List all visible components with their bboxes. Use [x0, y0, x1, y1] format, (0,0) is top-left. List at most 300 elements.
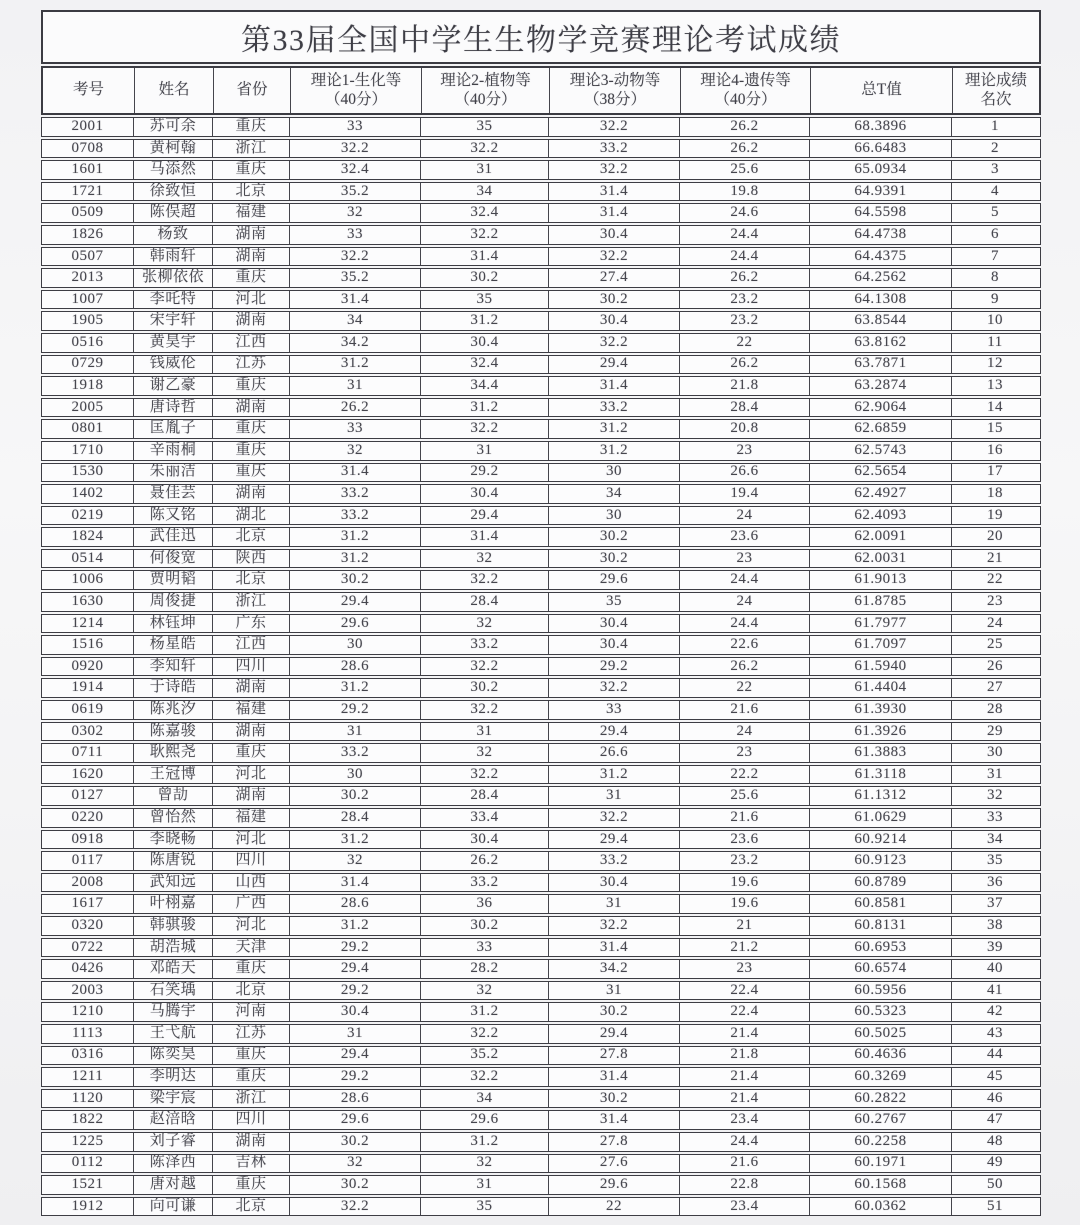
cell-exam-no: 0127: [42, 787, 134, 805]
cell-theory1-biochem: 35.2: [290, 269, 421, 287]
cell-theory4-genetics: 26.2: [680, 356, 810, 374]
table-row: [41, 894, 1041, 914]
cell-rank: 47: [987, 1111, 1003, 1128]
cell-name: 杨致: [134, 226, 213, 244]
cell-theory3-zoology: 27.8: [549, 1133, 680, 1151]
cell-rank: 33: [987, 809, 1003, 825]
cell-rank: 8: [991, 269, 999, 286]
cell-theory4-genetics: 21.8: [680, 377, 810, 395]
score-sheet: [41, 10, 1041, 1216]
cell-province: 浙江: [213, 140, 290, 158]
header-total-t: [811, 68, 953, 113]
cell-name: 李知轩: [134, 658, 213, 676]
cell-rank: 36: [987, 873, 1003, 890]
cell-province: 江西: [213, 636, 290, 654]
cell-theory2-botany: 30.2: [421, 679, 549, 697]
table-row: [41, 139, 1041, 159]
cell-theory1-biochem: 29.4: [290, 960, 421, 978]
cell-theory3-zoology: 31: [549, 982, 680, 1000]
cell-name: 张柳依依: [134, 269, 213, 287]
cell-exam-no: 1822: [42, 1111, 134, 1129]
cell-rank: 46: [987, 1089, 1003, 1106]
cell-theory3-zoology: 32.2: [549, 334, 680, 352]
table-row: [41, 1002, 1041, 1022]
cell-province: 湖南: [213, 723, 290, 741]
cell-province: 四川: [213, 1111, 290, 1129]
header-name: [135, 68, 214, 113]
cell-province: 北京: [213, 982, 290, 1000]
cell-exam-no: 1710: [42, 442, 134, 460]
cell-name: 曾劼: [134, 787, 213, 805]
cell-theory2-botany: 31.2: [421, 1003, 549, 1021]
header-theory2-botany-line2: （40分）: [454, 90, 517, 108]
cell-theory4-genetics: 21.6: [680, 701, 810, 719]
cell-exam-no: 1402: [42, 485, 134, 503]
cell-theory3-zoology: 29.4: [549, 356, 680, 374]
cell-name: 韩骐骏: [134, 917, 213, 935]
cell-exam-no: 1521: [42, 1176, 134, 1194]
cell-theory2-botany: 31.4: [421, 248, 549, 266]
cell-name: 何俊宽: [134, 550, 213, 568]
cell-rank: 7: [991, 247, 999, 264]
cell-theory3-zoology: 31: [549, 787, 680, 805]
cell-name: 王冠博: [134, 766, 213, 784]
cell-exam-no: 0507: [42, 248, 134, 266]
header-rank-line2: 名次: [980, 90, 1012, 108]
cell-exam-no: 0918: [42, 831, 134, 849]
cell-theory1-biochem: 29.2: [290, 1068, 421, 1086]
header-exam-no: [43, 68, 135, 113]
header-theory4-genetics-line2: （40分）: [714, 90, 777, 108]
cell-province: 湖北: [213, 507, 290, 525]
cell-total-t: 60.3269: [810, 1068, 952, 1086]
cell-theory3-zoology: 30.2: [549, 1090, 680, 1108]
cell-province: 福建: [213, 701, 290, 719]
cell-name: 石笑瑀: [134, 982, 213, 1000]
header-theory2-botany: [422, 68, 550, 113]
cell-theory1-biochem: 32.2: [290, 248, 421, 266]
cell-province: 山西: [213, 874, 290, 892]
cell-theory4-genetics: 21: [680, 917, 810, 935]
table-row: [41, 765, 1041, 785]
cell-exam-no: 1007: [42, 291, 134, 309]
header-theory3-zoology-line2: （38分）: [583, 90, 646, 108]
cell-province: 重庆: [213, 960, 290, 978]
table-row: [41, 873, 1041, 893]
cell-theory1-biochem: 29.2: [290, 939, 421, 957]
cell-total-t: 64.4738: [810, 226, 952, 244]
table-row: [41, 527, 1041, 547]
cell-name: 陈奕昊: [134, 1047, 213, 1065]
cell-province: 重庆: [213, 161, 290, 179]
cell-name: 马腾宇: [134, 1003, 213, 1021]
cell-name: 周俊捷: [134, 593, 213, 611]
cell-total-t: 62.4927: [810, 485, 952, 503]
cell-exam-no: 1905: [42, 312, 134, 330]
cell-theory3-zoology: 29.4: [549, 723, 680, 741]
cell-name: 向可谦: [134, 1198, 213, 1216]
cell-theory1-biochem: 32: [290, 852, 421, 870]
cell-theory3-zoology: 31.4: [549, 204, 680, 222]
cell-exam-no: 0801: [42, 420, 134, 438]
cell-theory3-zoology: 30.4: [549, 312, 680, 330]
cell-theory3-zoology: 22: [549, 1198, 680, 1216]
cell-theory2-botany: 32.4: [421, 356, 549, 374]
cell-theory3-zoology: 30.2: [549, 291, 680, 309]
cell-province: 湖南: [213, 226, 290, 244]
cell-province: 重庆: [213, 1068, 290, 1086]
cell-theory1-biochem: 31: [290, 723, 421, 741]
cell-theory2-botany: 34.4: [421, 377, 549, 395]
cell-theory4-genetics: 26.2: [680, 269, 810, 287]
cell-theory2-botany: 33.2: [421, 636, 549, 654]
cell-total-t: 60.8131: [810, 917, 952, 935]
cell-exam-no: 1214: [42, 615, 134, 633]
cell-theory3-zoology: 30.2: [549, 550, 680, 568]
cell-theory2-botany: 31.2: [421, 1133, 549, 1151]
cell-theory4-genetics: 22: [680, 679, 810, 697]
cell-total-t: 60.6574: [810, 960, 952, 978]
cell-theory4-genetics: 28.4: [680, 399, 810, 417]
cell-rank: 3: [991, 161, 999, 178]
cell-province: 北京: [213, 528, 290, 546]
cell-rank: 12: [987, 355, 1003, 372]
cell-theory3-zoology: 35: [549, 593, 680, 611]
cell-rank: 30: [987, 744, 1003, 761]
cell-rank: 14: [987, 398, 1003, 415]
cell-theory4-genetics: 21.4: [680, 1025, 810, 1043]
cell-theory4-genetics: 22.6: [680, 636, 810, 654]
cell-theory4-genetics: 23.6: [680, 528, 810, 546]
cell-rank: 25: [987, 636, 1003, 653]
table-row: [41, 808, 1041, 828]
cell-theory1-biochem: 32.2: [290, 1198, 421, 1216]
table-row: [41, 268, 1041, 288]
cell-rank: 32: [987, 787, 1003, 804]
cell-theory3-zoology: 31: [549, 895, 680, 913]
cell-exam-no: 1824: [42, 528, 134, 546]
cell-name: 武知远: [134, 874, 213, 892]
cell-theory2-botany: 32.2: [421, 701, 549, 719]
cell-province: 天津: [213, 939, 290, 957]
cell-province: 湖南: [213, 248, 290, 266]
cell-province: 重庆: [213, 1176, 290, 1194]
cell-theory2-botany: 32.2: [421, 140, 549, 158]
cell-theory2-botany: 33.2: [421, 874, 549, 892]
cell-name: 陈兆汐: [134, 701, 213, 719]
table-row: [41, 355, 1041, 375]
cell-name: 谢乙豪: [134, 377, 213, 395]
cell-rank: 15: [987, 420, 1003, 437]
cell-theory1-biochem: 31.2: [290, 528, 421, 546]
cell-theory3-zoology: 29.2: [549, 658, 680, 676]
cell-name: 武佳迅: [134, 528, 213, 546]
cell-province: 河北: [213, 766, 290, 784]
header-theory3-zoology-line1: 理论3-动物等: [569, 72, 661, 90]
cell-theory3-zoology: 31.4: [549, 1111, 680, 1129]
cell-theory1-biochem: 29.2: [290, 982, 421, 1000]
cell-theory1-biochem: 31: [290, 377, 421, 395]
cell-rank: 29: [987, 722, 1003, 739]
cell-total-t: 62.5654: [810, 464, 952, 482]
table-row: [41, 830, 1041, 850]
cell-exam-no: 1912: [42, 1198, 134, 1216]
cell-name: 匡胤子: [134, 420, 213, 438]
cell-rank: 5: [991, 204, 999, 221]
cell-total-t: 62.4093: [810, 507, 952, 525]
cell-exam-no: 0729: [42, 356, 134, 374]
cell-theory2-botany: 32.2: [421, 1025, 549, 1043]
cell-theory3-zoology: 33: [549, 701, 680, 719]
cell-theory1-biochem: 29.6: [290, 615, 421, 633]
table-row: [41, 419, 1041, 439]
cell-theory2-botany: 32.2: [421, 766, 549, 784]
cell-total-t: 64.4375: [810, 248, 952, 266]
cell-theory4-genetics: 24: [680, 507, 810, 525]
cell-exam-no: 1530: [42, 464, 134, 482]
cell-theory3-zoology: 29.6: [549, 1176, 680, 1194]
cell-theory1-biochem: 32.2: [290, 140, 421, 158]
cell-exam-no: 2005: [42, 399, 134, 417]
table-row: [41, 657, 1041, 677]
cell-province: 重庆: [213, 1047, 290, 1065]
table-row: [41, 1110, 1041, 1130]
cell-theory2-botany: 31: [421, 1176, 549, 1194]
cell-total-t: 61.4404: [810, 679, 952, 697]
cell-theory2-botany: 29.6: [421, 1111, 549, 1129]
cell-name: 刘子睿: [134, 1133, 213, 1151]
cell-province: 浙江: [213, 1090, 290, 1108]
table-title-text: 第33届全国中学生生物学竞赛理论考试成绩: [241, 24, 841, 57]
cell-theory4-genetics: 19.4: [680, 485, 810, 503]
cell-theory3-zoology: 32.2: [549, 161, 680, 179]
cell-exam-no: 1620: [42, 766, 134, 784]
table-row: [41, 506, 1041, 526]
cell-province: 广东: [213, 615, 290, 633]
cell-theory4-genetics: 24.6: [680, 204, 810, 222]
table-row: [41, 311, 1041, 331]
cell-theory1-biochem: 31.2: [290, 550, 421, 568]
cell-name: 陈泽西: [134, 1155, 213, 1173]
cell-theory1-biochem: 31.2: [290, 356, 421, 374]
cell-name: 辛雨桐: [134, 442, 213, 460]
cell-name: 李吒特: [134, 291, 213, 309]
header-theory1-biochem-line2: （40分）: [324, 90, 387, 108]
cell-theory2-botany: 36: [421, 895, 549, 913]
cell-exam-no: 2008: [42, 874, 134, 892]
cell-theory4-genetics: 24: [680, 723, 810, 741]
cell-theory1-biochem: 31.4: [290, 464, 421, 482]
cell-exam-no: 0708: [42, 140, 134, 158]
cell-theory3-zoology: 30: [549, 464, 680, 482]
cell-province: 河南: [213, 1003, 290, 1021]
cell-theory2-botany: 32.4: [421, 204, 549, 222]
cell-theory2-botany: 30.4: [421, 334, 549, 352]
cell-theory4-genetics: 23: [680, 442, 810, 460]
cell-theory1-biochem: 31.2: [290, 917, 421, 935]
cell-total-t: 60.8789: [810, 874, 952, 892]
cell-rank: 22: [987, 571, 1003, 588]
header-theory4-genetics: [681, 68, 811, 113]
table-row: [41, 851, 1041, 871]
cell-name: 曾怡然: [134, 809, 213, 827]
cell-theory4-genetics: 22.4: [680, 982, 810, 1000]
cell-theory2-botany: 32.2: [421, 420, 549, 438]
cell-rank: 45: [987, 1068, 1003, 1085]
cell-exam-no: 0112: [42, 1155, 134, 1173]
header-theory3-zoology: [550, 68, 681, 113]
cell-theory2-botany: 29.2: [421, 464, 549, 482]
cell-total-t: 61.9013: [810, 571, 952, 589]
cell-rank: 34: [987, 830, 1003, 847]
cell-name: 唐诗哲: [134, 399, 213, 417]
cell-theory3-zoology: 32.2: [549, 248, 680, 266]
cell-exam-no: 1721: [42, 183, 134, 201]
cell-theory4-genetics: 23: [680, 744, 810, 762]
cell-name: 邓皓天: [134, 960, 213, 978]
cell-theory2-botany: 32: [421, 744, 549, 762]
cell-name: 王弋航: [134, 1025, 213, 1043]
cell-rank: 16: [987, 441, 1003, 458]
cell-rank: 40: [987, 960, 1003, 977]
cell-total-t: 63.7871: [810, 356, 952, 374]
cell-total-t: 68.3896: [810, 118, 952, 136]
cell-theory3-zoology: 32.2: [549, 809, 680, 827]
cell-theory2-botany: 32: [421, 982, 549, 1000]
cell-theory3-zoology: 27.8: [549, 1047, 680, 1065]
cell-theory3-zoology: 33.2: [549, 140, 680, 158]
header-province-line1: 省份: [236, 81, 268, 99]
cell-rank: 41: [987, 981, 1003, 998]
cell-total-t: 61.3926: [810, 723, 952, 741]
cell-theory1-biochem: 29.6: [290, 1111, 421, 1129]
cell-theory1-biochem: 33.2: [290, 485, 421, 503]
table-row: [41, 182, 1041, 202]
cell-theory3-zoology: 32.2: [549, 118, 680, 136]
cell-theory1-biochem: 30.2: [290, 571, 421, 589]
header-total-t-line1: 总T值: [861, 81, 902, 99]
table-row: [41, 678, 1041, 698]
cell-theory3-zoology: 30: [549, 507, 680, 525]
cell-rank: 38: [987, 916, 1003, 933]
cell-theory1-biochem: 33: [290, 226, 421, 244]
cell-exam-no: 1918: [42, 377, 134, 395]
cell-theory1-biochem: 29.2: [290, 701, 421, 719]
cell-province: 重庆: [213, 118, 290, 136]
cell-exam-no: 0619: [42, 701, 134, 719]
table-row: [41, 1024, 1041, 1044]
table-row: [41, 441, 1041, 461]
header-exam-no-line1: 考号: [72, 81, 104, 99]
cell-rank: 37: [987, 895, 1003, 912]
cell-rank: 1: [991, 118, 999, 134]
cell-theory4-genetics: 21.4: [680, 1090, 810, 1108]
cell-name: 苏可余: [134, 118, 213, 136]
cell-rank: 18: [987, 485, 1003, 502]
cell-rank: 2: [991, 139, 999, 156]
cell-total-t: 60.0362: [810, 1198, 952, 1216]
cell-exam-no: 2001: [42, 118, 134, 136]
cell-theory3-zoology: 30.4: [549, 874, 680, 892]
cell-name: 钱威伦: [134, 356, 213, 374]
cell-theory2-botany: 31.2: [421, 312, 549, 330]
cell-total-t: 62.0091: [810, 528, 952, 546]
cell-theory3-zoology: 32.2: [549, 679, 680, 697]
cell-exam-no: 1826: [42, 226, 134, 244]
header-theory2-botany-line1: 理论2-植物等: [440, 72, 531, 90]
cell-exam-no: 1601: [42, 161, 134, 179]
cell-total-t: 66.6483: [810, 140, 952, 158]
cell-theory3-zoology: 31.4: [549, 1068, 680, 1086]
cell-province: 福建: [213, 204, 290, 222]
cell-total-t: 61.8785: [810, 593, 952, 611]
cell-province: 重庆: [213, 420, 290, 438]
cell-theory3-zoology: 31.2: [549, 420, 680, 438]
cell-province: 广西: [213, 895, 290, 913]
cell-total-t: 64.2562: [810, 269, 952, 287]
cell-exam-no: 1211: [42, 1068, 134, 1086]
cell-theory2-botany: 31.2: [421, 399, 549, 417]
cell-province: 浙江: [213, 593, 290, 611]
table-row: [41, 1132, 1041, 1152]
cell-total-t: 61.3883: [810, 744, 952, 762]
cell-total-t: 60.5323: [810, 1003, 952, 1021]
cell-rank: 17: [987, 463, 1003, 480]
cell-rank: 20: [987, 528, 1003, 545]
cell-theory3-zoology: 31.4: [549, 183, 680, 201]
cell-theory3-zoology: 29.6: [549, 571, 680, 589]
table-row: [41, 1067, 1041, 1087]
cell-total-t: 62.0031: [810, 550, 952, 568]
cell-exam-no: 1113: [42, 1025, 134, 1043]
cell-theory2-botany: 30.2: [421, 917, 549, 935]
cell-province: 河北: [213, 831, 290, 849]
cell-theory2-botany: 31: [421, 161, 549, 179]
cell-theory2-botany: 30.4: [421, 831, 549, 849]
cell-name: 贾明韬: [134, 571, 213, 589]
table-row: [41, 225, 1041, 245]
cell-theory3-zoology: 29.4: [549, 831, 680, 849]
cell-province: 北京: [213, 571, 290, 589]
cell-rank: 28: [987, 701, 1003, 717]
cell-total-t: 60.9214: [810, 831, 952, 849]
cell-exam-no: 1914: [42, 679, 134, 697]
cell-total-t: 60.6953: [810, 939, 952, 957]
cell-rank: 24: [987, 614, 1003, 631]
table-row: [41, 1046, 1041, 1066]
cell-name: 陈俣超: [134, 204, 213, 222]
cell-theory2-botany: 32: [421, 1155, 549, 1173]
cell-theory1-biochem: 31: [290, 1025, 421, 1043]
cell-province: 江苏: [213, 1025, 290, 1043]
cell-exam-no: 1006: [42, 571, 134, 589]
cell-theory4-genetics: 22: [680, 334, 810, 352]
cell-exam-no: 0220: [42, 809, 134, 827]
cell-theory4-genetics: 24.4: [680, 615, 810, 633]
cell-theory1-biochem: 28.6: [290, 895, 421, 913]
header-name-line1: 姓名: [158, 81, 190, 99]
cell-name: 聂佳芸: [134, 485, 213, 503]
cell-total-t: 62.9064: [810, 399, 952, 417]
cell-theory4-genetics: 23.4: [680, 1198, 810, 1216]
cell-total-t: 63.8544: [810, 312, 952, 330]
table-header: [41, 66, 1041, 115]
cell-theory2-botany: 28.4: [421, 593, 549, 611]
cell-name: 黄昊宇: [134, 334, 213, 352]
cell-exam-no: 2013: [42, 269, 134, 287]
cell-total-t: 62.6859: [810, 420, 952, 438]
table-row: [41, 959, 1041, 979]
